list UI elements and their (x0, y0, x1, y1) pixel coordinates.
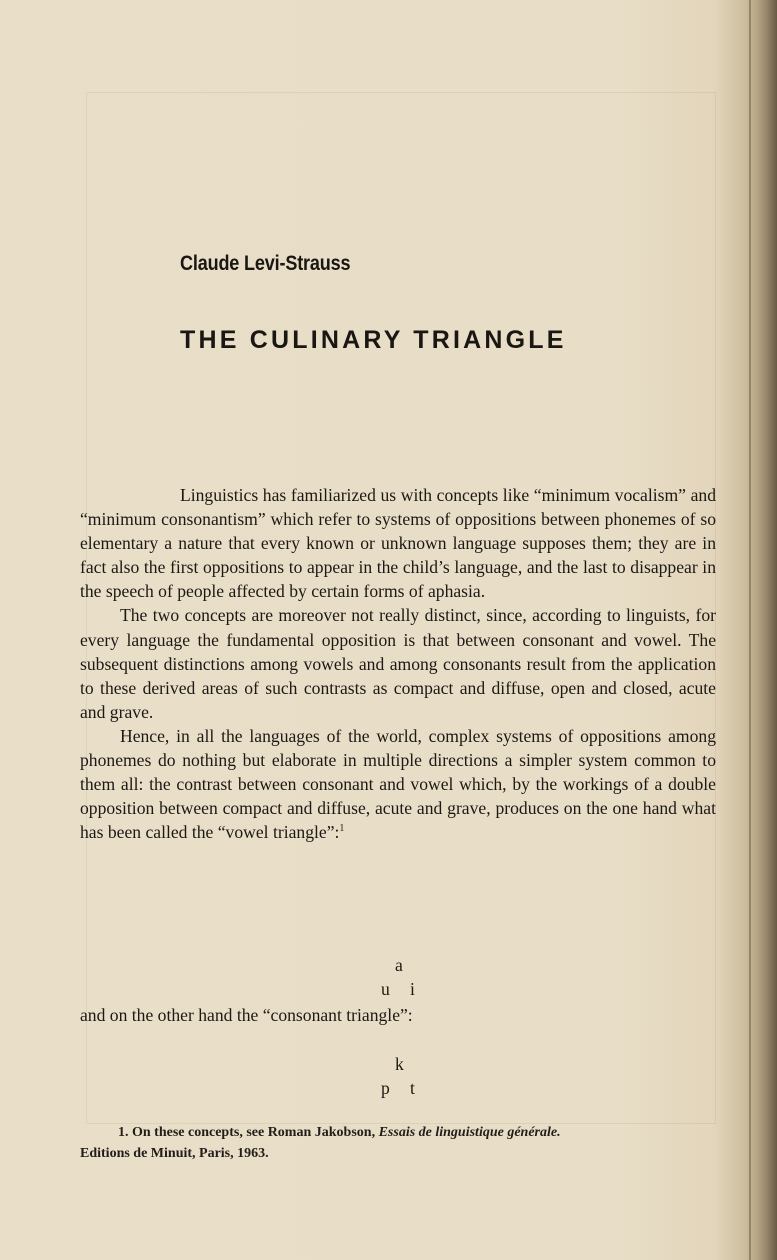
footnote-marker[interactable]: 1 (339, 823, 345, 835)
article-body (80, 483, 716, 844)
consonant-p: p (381, 1078, 390, 1098)
consonant-intro-text: and on the other hand the “consonant triangle”: (80, 1005, 413, 1025)
paragraph-3-text: Hence, in all the languages of the world, complex systems of oppositions among phonemes do nothing but elaborate in multiple directions a simpler system common to them all: the contrast between consonant and vowel which, by the workings of a double opposition between compact and diffuse, acute and grave, produces on the one hand what has been called the “vowel triangle”: (80, 725, 716, 843)
vowel-u: u (381, 979, 390, 999)
footnote-line-2: Editions de Minuit, Paris, 1963. (80, 1146, 269, 1161)
paragraph-2: The two concepts are moreover not really distinct, since, according to linguists, for every language the fundamental opposition is that between consonant and vowel. The subsequent distinctions among vowels and among consonants result from the application to these derived areas of such contrasts as compact and diffuse, open and closed, acute and grave. (80, 605, 716, 722)
vowel-a: a (395, 955, 403, 975)
author-name: Claude Levi-Strauss (180, 252, 351, 275)
footnote-book-title: Essais de linguistique générale. (378, 1125, 561, 1140)
vowel-i: i (410, 979, 415, 999)
footnote (80, 1122, 716, 1164)
footnote-line-1 (80, 1122, 716, 1143)
footnote-number: 1. (118, 1125, 129, 1140)
paragraph-3 (80, 724, 716, 844)
article-title: THE CULINARY TRIANGLE (180, 326, 567, 354)
paragraph-1: Linguistics has familiarized us with concepts like “minimum vocalism” and “minimum consonantism” which refer to systems of oppositions between phonemes of so elementary a nature that every known or unknown language supposes them; they are in fact also the first oppositions to appear in the child’s language, and the last to disappear in the speech of people affected by certain forms of aphasia. (80, 485, 716, 602)
footnote-text: On these concepts, see Roman Jakobson, (132, 1125, 376, 1140)
consonant-k: k (395, 1054, 404, 1074)
consonant-t: t (410, 1078, 415, 1098)
book-spine-edge (749, 0, 751, 1260)
